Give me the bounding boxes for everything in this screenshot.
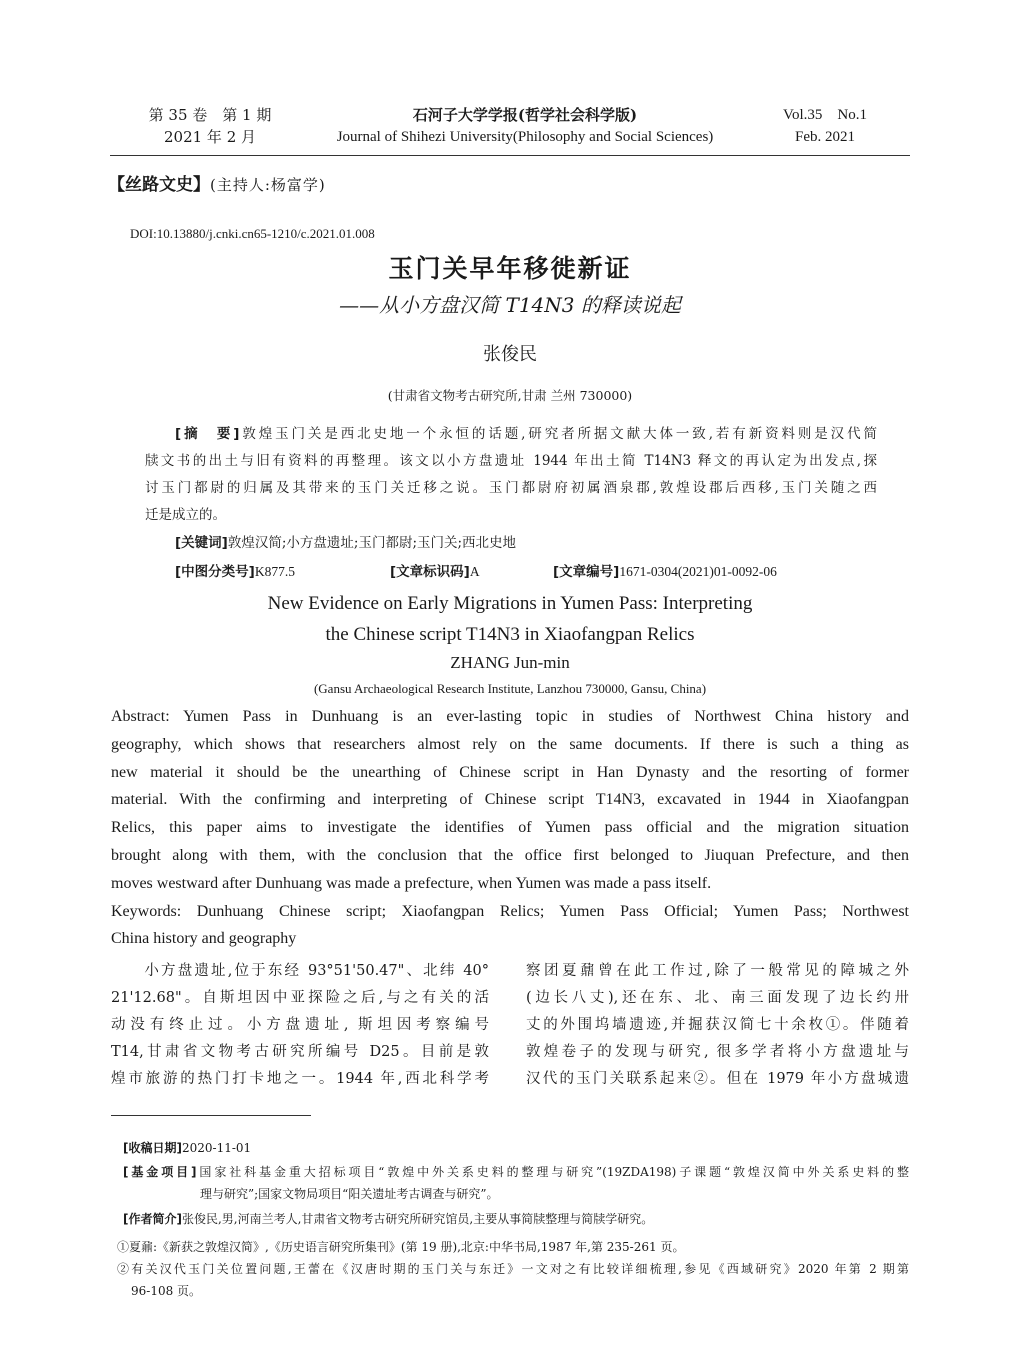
abstract-cn-line: 讨玉门都尉的归属及其带来的玉门关迁移之说。玉门都尉府初属酒泉郡,敦煌设郡后西移,玉门关随之西 bbox=[145, 480, 877, 496]
fund-line: 理与研究”;国家文物局项目“阳关遗址考古调查与研究”。 bbox=[200, 1187, 499, 1201]
article-title: 玉门关早年移徙新证 bbox=[388, 254, 632, 283]
header-volume-issue: 第 35 卷 第 1 期 bbox=[148, 106, 272, 124]
author-bio-text: 张俊民,男,河南兰考人,甘肃省文物考古研究所研究馆员,主要从事简牍整理与简牍学研究。 bbox=[181, 1212, 654, 1226]
author-affiliation: (甘肃省文物考古研究所,甘肃 兰州 730000) bbox=[387, 388, 633, 403]
doc-code bbox=[390, 558, 480, 586]
keywords-cn-text: 敦煌汉简;小方盘遗址;玉门都尉;玉门关;西北史地 bbox=[227, 535, 517, 551]
author-name: 张俊民 bbox=[483, 344, 537, 365]
body-line: 察团夏鼐曾在此工作过,除了一般常见的障城之外 bbox=[526, 963, 909, 979]
keywords-cn-label: [关键词] bbox=[175, 535, 228, 551]
header-date-en: Feb. 2021 bbox=[795, 129, 855, 145]
footnote: 96-108 页。 bbox=[131, 1284, 202, 1298]
en-title-line: New Evidence on Early Migrations in Yumen Pass: Interpreting bbox=[267, 593, 753, 614]
header-rule bbox=[110, 155, 910, 156]
body-line: (边长八丈),还在东、北、南三面发现了边长约卅 bbox=[526, 990, 909, 1006]
abstract-cn-line: 牍文书的出土与旧有资料的再整理。该文以小方盘遗址 1944 年出土简 T14N3 释文的再认定为出发点,探 bbox=[145, 453, 877, 469]
doc-label: [文章标识码] bbox=[390, 564, 470, 580]
abstract-en-line: moves westward after Dunhuang was made a prefecture, when Yumen was made a pass itself. bbox=[111, 874, 712, 892]
body-line: T14,甘肃省文物考古研究所编号 D25。目前是敦 bbox=[111, 1044, 489, 1060]
abstract-en bbox=[111, 703, 909, 953]
header-journal-cn: 石河子大学学报(哲学社会科学版) bbox=[412, 106, 638, 124]
author-bio-label: [作者简介] bbox=[123, 1212, 182, 1226]
fund-label: [基金项目] bbox=[123, 1165, 197, 1179]
column-heading bbox=[108, 173, 326, 197]
clc-value: K877.5 bbox=[254, 564, 295, 579]
abstract-en-line: Abstract: Yumen Pass in Dunhuang is an ever-lasting topic in studies of Northwest China history and bbox=[111, 708, 909, 725]
abstract-cn-text: 敦煌玉门关是西北史地一个永恒的话题,研究者所据文献大体一致,若有新资料则是汉代简 bbox=[239, 426, 877, 442]
en-title-line: the Chinese script T14N3 in Xiaofangpan Relics bbox=[325, 624, 695, 645]
fund-line bbox=[123, 1161, 909, 1183]
abstract-en-line: brought along with them, with the conclusion that the office first belonged to Jiuquan Prefecture, and then bbox=[111, 846, 909, 864]
footnote: ②有关汉代玉门关位置问题,王蕾在《汉唐时期的玉门关与东迁》一文对之有比较详细梳理,参见《西域研究》2020 年第 2 期第 bbox=[117, 1262, 909, 1276]
footnote-rule bbox=[111, 1115, 311, 1116]
en-title bbox=[110, 588, 910, 650]
abstract-en-line: new material it should be the unearthing of Chinese script in Han Dynasty and the resorting of former bbox=[111, 763, 909, 781]
body-line: 汉代的玉门关联系起来②。但在 1979 年小方盘城遗 bbox=[526, 1071, 909, 1087]
body-line: 小方盘遗址,位于东经 93°51'50.47"、北纬 40° bbox=[111, 963, 489, 979]
article-number bbox=[553, 558, 777, 586]
body-line: 煌市旅游的热门打卡地之一。1944 年,西北科学考 bbox=[111, 1071, 489, 1087]
body-line: 丈的外围坞墙遗迹,并掘获汉简七十余枚①。伴随着 bbox=[526, 1017, 909, 1033]
author-bio bbox=[123, 1208, 653, 1230]
doi: DOI:10.13880/j.cnki.cn65-1210/c.2021.01.008 bbox=[130, 226, 375, 241]
en-affiliation: (Gansu Archaeological Research Institute, Lanzhou 730000, Gansu, China) bbox=[313, 681, 707, 696]
keywords-en-line: Keywords: Dunhuang Chinese script; Xiaofangpan Relics; Yumen Pass Official; Yumen Pass; Northwest bbox=[111, 902, 909, 920]
header-volume bbox=[120, 104, 300, 148]
abstract-en-line: material. With the confirming and interpreting of Chinese script T14N3, excavated in 1944 in Xiaofangpan bbox=[111, 791, 909, 809]
body-column-right bbox=[526, 958, 909, 1093]
abstract-cn-label: [摘 要] bbox=[175, 426, 240, 442]
article-subtitle: ——从小方盘汉简 T14N3 的释读说起 bbox=[339, 293, 681, 317]
body-line: 动没有终止过。小方盘遗址, 斯坦因考察编号 bbox=[111, 1017, 489, 1033]
abstract-cn bbox=[145, 421, 877, 529]
abstract-en-line: Relics, this paper aims to investigate the identifies of Yumen pass official and the migration situation bbox=[111, 819, 909, 837]
header-journal-en: Journal of Shihezi University(Philosophy and Social Sciences) bbox=[336, 129, 714, 145]
received-label: [收稿日期] bbox=[123, 1141, 182, 1155]
body-line: 敦煌卷子的发现与研究, 很多学者将小方盘遗址与 bbox=[526, 1044, 909, 1060]
header-journal bbox=[290, 104, 760, 148]
fund-text: 国家社科基金重大招标项目“敦煌中外关系史料的整理与研究”(19ZDA198)子课题“敦煌汉简中外关系史料的整 bbox=[196, 1165, 909, 1179]
body-line: 21'12.68"。自斯坦因中亚探险之后,与之有关的活 bbox=[111, 990, 489, 1006]
abstract-cn-line: 迁是成立的。 bbox=[145, 507, 226, 523]
header-date: 2021 年 2 月 bbox=[163, 128, 257, 146]
article-number-label: [文章编号] bbox=[553, 564, 620, 580]
article-number-value: 1671-0304(2021)01-0092-06 bbox=[619, 564, 777, 579]
keywords-cn bbox=[175, 530, 516, 557]
doc-value: A bbox=[469, 564, 480, 579]
footnote: ①夏鼐:《新获之敦煌汉简》,《历史语言研究所集刊》(第 19 册),北京:中华书局,1987 年,第 235-261 页。 bbox=[117, 1240, 685, 1254]
header-vol-en bbox=[760, 104, 890, 148]
abstract-en-line: geography, which shows that researchers almost rely on the same documents. If there is such a thing as bbox=[111, 735, 909, 753]
column-label: 【丝路文史】 bbox=[108, 175, 210, 195]
received-value: 2020-11-01 bbox=[181, 1141, 252, 1155]
abstract-cn-line bbox=[145, 421, 877, 448]
column-host: (主持人:杨富学) bbox=[210, 176, 326, 194]
footnotes bbox=[117, 1236, 909, 1302]
body-column-left bbox=[111, 958, 489, 1093]
keywords-en-line: China history and geography bbox=[111, 930, 297, 948]
received-date bbox=[123, 1137, 251, 1159]
clc-label: [中图分类号] bbox=[175, 564, 255, 580]
clc-code bbox=[175, 558, 295, 586]
header-vol-no: Vol.35 No.1 bbox=[783, 107, 867, 123]
fund-info bbox=[123, 1161, 909, 1205]
en-author: ZHANG Jun-min bbox=[450, 653, 570, 672]
